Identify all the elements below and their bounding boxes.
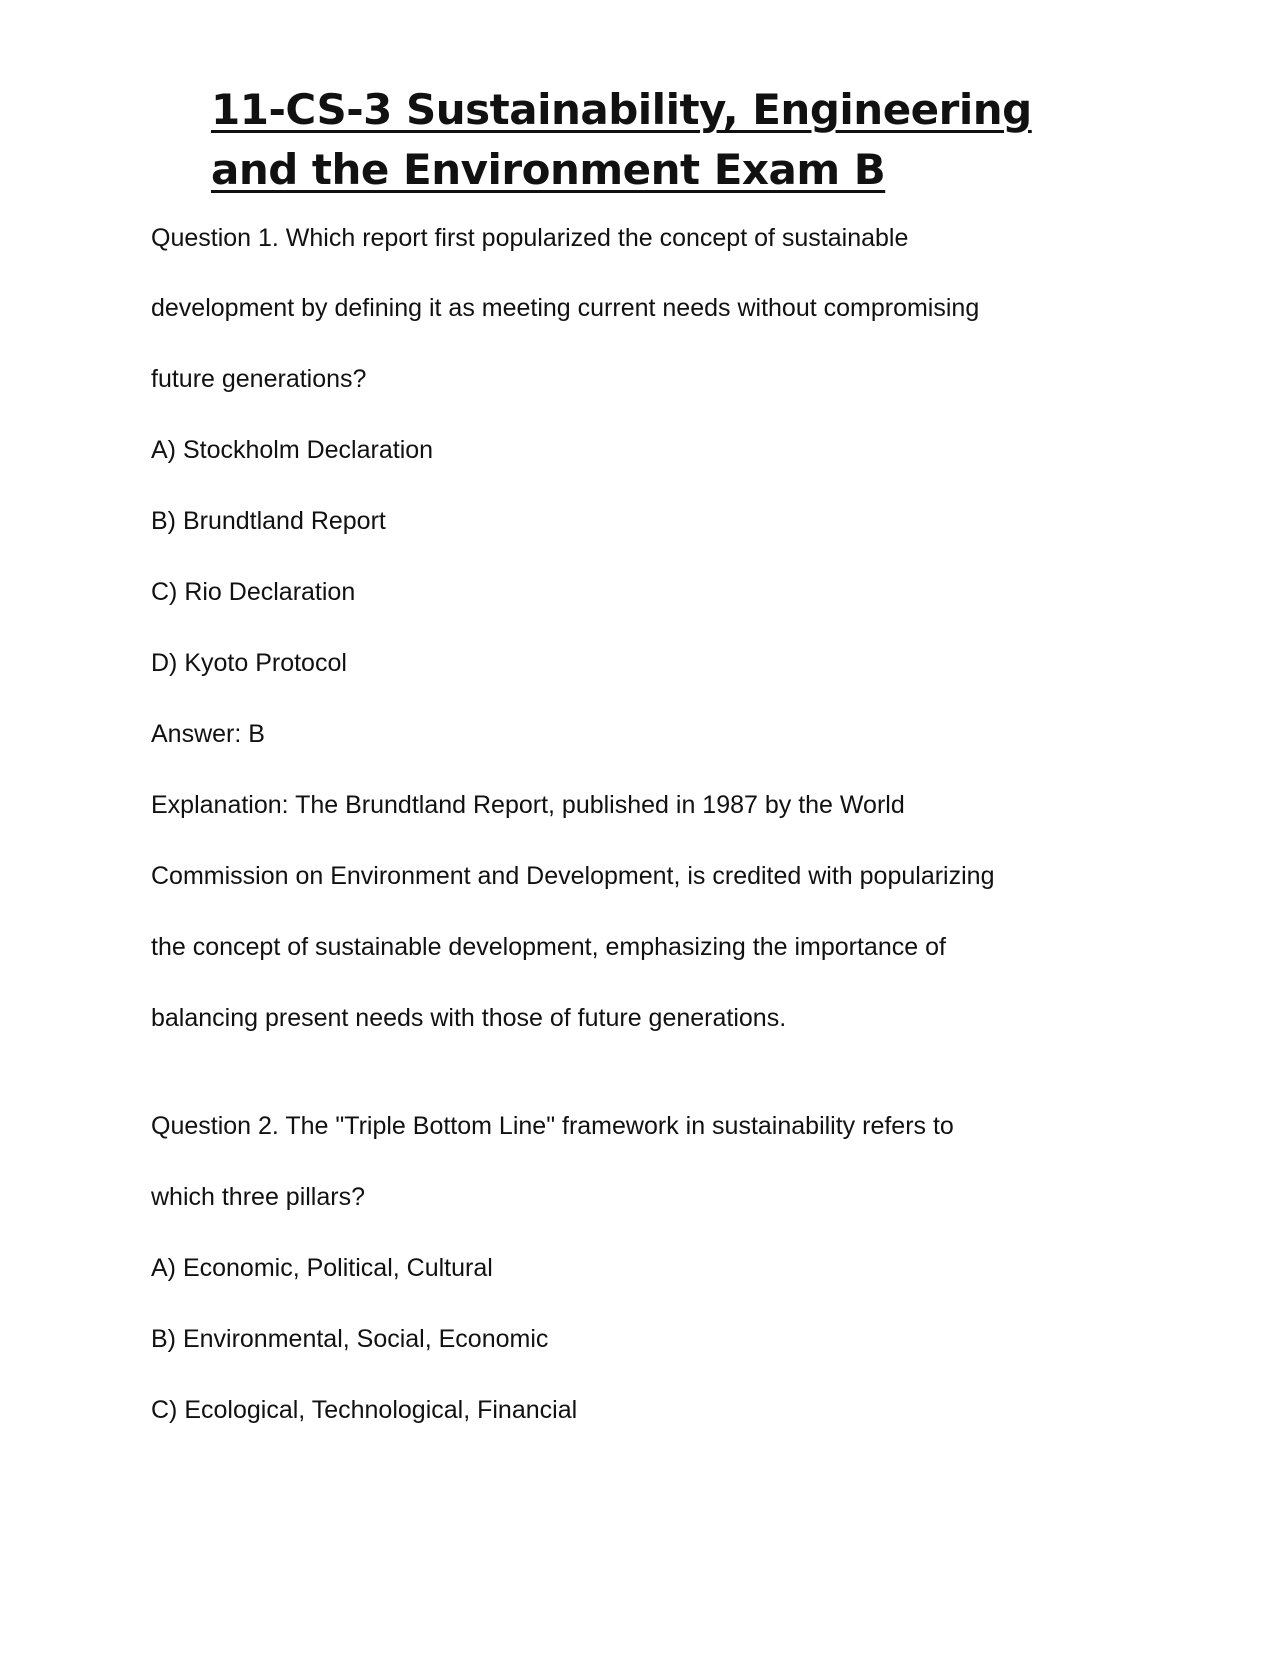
title-line-1-text: 11-CS-3 Sustainability, Engineering (211, 85, 1032, 134)
question-2-option-a: A) Economic, Political, Cultural (151, 1254, 493, 1282)
question-1-text-line-3: future generations? (151, 365, 367, 393)
question-1-text-line-2: development by defining it as meeting current needs without compromising (151, 294, 980, 322)
title-line-2 (211, 140, 1111, 200)
question-1-explanation-line-1: Explanation: The Brundtland Report, published in 1987 by the World (151, 791, 905, 819)
question-1-option-d: D) Kyoto Protocol (151, 649, 347, 677)
question-1-explanation-line-4: balancing present needs with those of future generations. (151, 1004, 787, 1032)
question-1-explanation-line-2: Commission on Environment and Development, is credited with popularizing (151, 862, 995, 890)
question-2-option-c: C) Ecological, Technological, Financial (151, 1396, 578, 1424)
title-line-2-text: and the Environment Exam B (211, 145, 886, 194)
title-line-1 (211, 80, 1111, 140)
question-2-text-line-1: Question 2. The "Triple Bottom Line" framework in sustainability refers to (151, 1112, 954, 1140)
question-2-option-b: B) Environmental, Social, Economic (151, 1325, 549, 1353)
question-2-text-line-2: which three pillars? (151, 1183, 365, 1211)
question-1-answer: Answer: B (151, 720, 265, 748)
page-title (211, 80, 1111, 200)
question-1-option-b: B) Brundtland Report (151, 507, 386, 535)
question-1-text-line-1: Question 1. Which report first popularized the concept of sustainable (151, 224, 909, 252)
question-1-explanation-line-3: the concept of sustainable development, emphasizing the importance of (151, 933, 946, 961)
question-1-option-a: A) Stockholm Declaration (151, 436, 434, 464)
question-1-option-c: C) Rio Declaration (151, 578, 356, 606)
